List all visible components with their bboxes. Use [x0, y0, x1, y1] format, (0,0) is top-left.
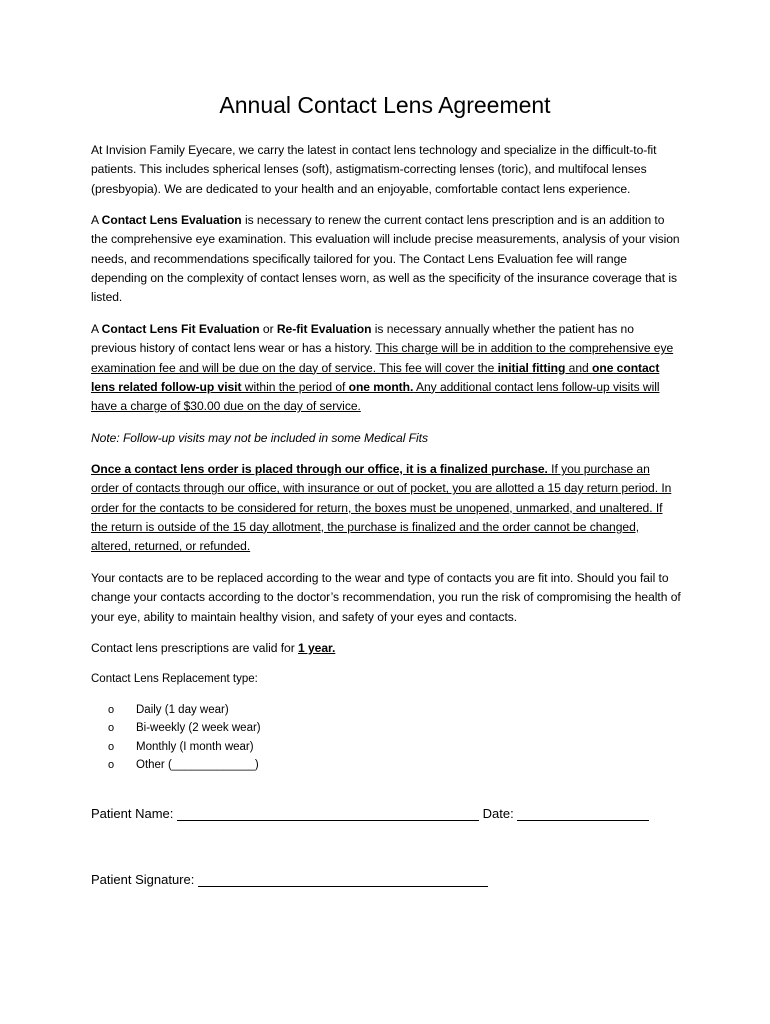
patient-name-label: Patient Name:	[91, 806, 174, 821]
option-other[interactable]: o Other (_____________)	[108, 759, 259, 772]
intro-paragraph: At Invision Family Eyecare, we carry the latest in contact lens technology and specialize in the difficult-to-fit patients. This includes spherical lenses (soft), astigmatism-correcting lenses (toric), and multifocal lenses (presbyopia). We are dedicated to your health and an enjoyable, comfortable contact lens experience.	[91, 143, 657, 196]
validity-text: Contact lens prescriptions are valid for 1 year.	[91, 641, 336, 655]
option-monthly[interactable]: o Monthly (I month wear)	[108, 740, 254, 753]
replacement-options	[108, 701, 261, 774]
bullet-icon: o	[108, 759, 115, 772]
patient-name-row	[91, 806, 649, 821]
evaluation-paragraph: A Contact Lens Evaluation is necessary to renew the current contact lens prescription and is an addition to the comprehensive eye examination. This evaluation will include precise measurements, analysis of your vision needs, and recommendations specifically tailored for you. The Contact Lens Evaluation fee will range depending on the complexity of contact lenses worn, as well as the specificity of the insurance coverage that is listed.	[91, 213, 680, 305]
note-text: Note: Follow-up visits may not be included in some Medical Fits	[91, 431, 428, 445]
date-label: Date:	[482, 806, 514, 821]
replacement-paragraph: Your contacts are to be replaced according to the wear and type of contacts you are fit into. Should you fail to change your contacts according to the doctor’s recommendation, you run the risk of compromising the health of your eye, ability to maintain healthy vision, and safety of your eyes and contacts.	[91, 571, 681, 624]
option-daily[interactable]: o Daily (1 day wear)	[108, 704, 229, 717]
signature-row	[91, 872, 488, 887]
fit-paragraph: A Contact Lens Fit Evaluation or Re-fit Evaluation is necessary annually whether the patient has no previous history of contact lens wear or has a history. This charge will be in addition to the comprehensive eye examination fee and will be due on the day of service. This fee will cover the initial fitting and one contact lens related follow-up visit within the period of one month. Any additional contact lens follow-up visits will have a charge of $30.00 due on the day of service.	[91, 322, 674, 414]
order-bold-statement: Once a contact lens order is placed through our office, it is a finalized purchase.	[91, 462, 548, 476]
bullet-icon: o	[108, 740, 115, 753]
page-title: Annual Contact Lens Agreement	[219, 92, 551, 118]
bullet-icon: o	[108, 704, 115, 717]
patient-name-field[interactable]	[177, 806, 479, 821]
validity-value: 1 year.	[298, 641, 336, 655]
order-paragraph: Once a contact lens order is placed through our office, it is a finalized purchase. If you purchase an order of contacts through our office, with insurance or out of pocket, you are allotted a 15 day return period. In order for the contacts to be considered for return, the boxes must be unopened, unmarked, and unaltered. If the return is outside of the 15 day allotment, the purchase is finalized and the order cannot be changed, altered, returned, or refunded.	[91, 462, 672, 554]
option-biweekly[interactable]: o Bi-weekly (2 week wear)	[108, 722, 261, 735]
refit-term: Re-fit Evaluation	[276, 322, 372, 336]
replacement-type-label: Contact Lens Replacement type:	[91, 673, 258, 685]
date-field[interactable]	[517, 806, 649, 821]
bullet-icon: o	[108, 722, 115, 735]
evaluation-term: Contact Lens Evaluation	[101, 213, 242, 227]
fit-term: Contact Lens Fit Evaluation	[101, 322, 260, 336]
patient-signature-label: Patient Signature:	[91, 872, 195, 887]
patient-signature-field[interactable]	[198, 872, 488, 887]
